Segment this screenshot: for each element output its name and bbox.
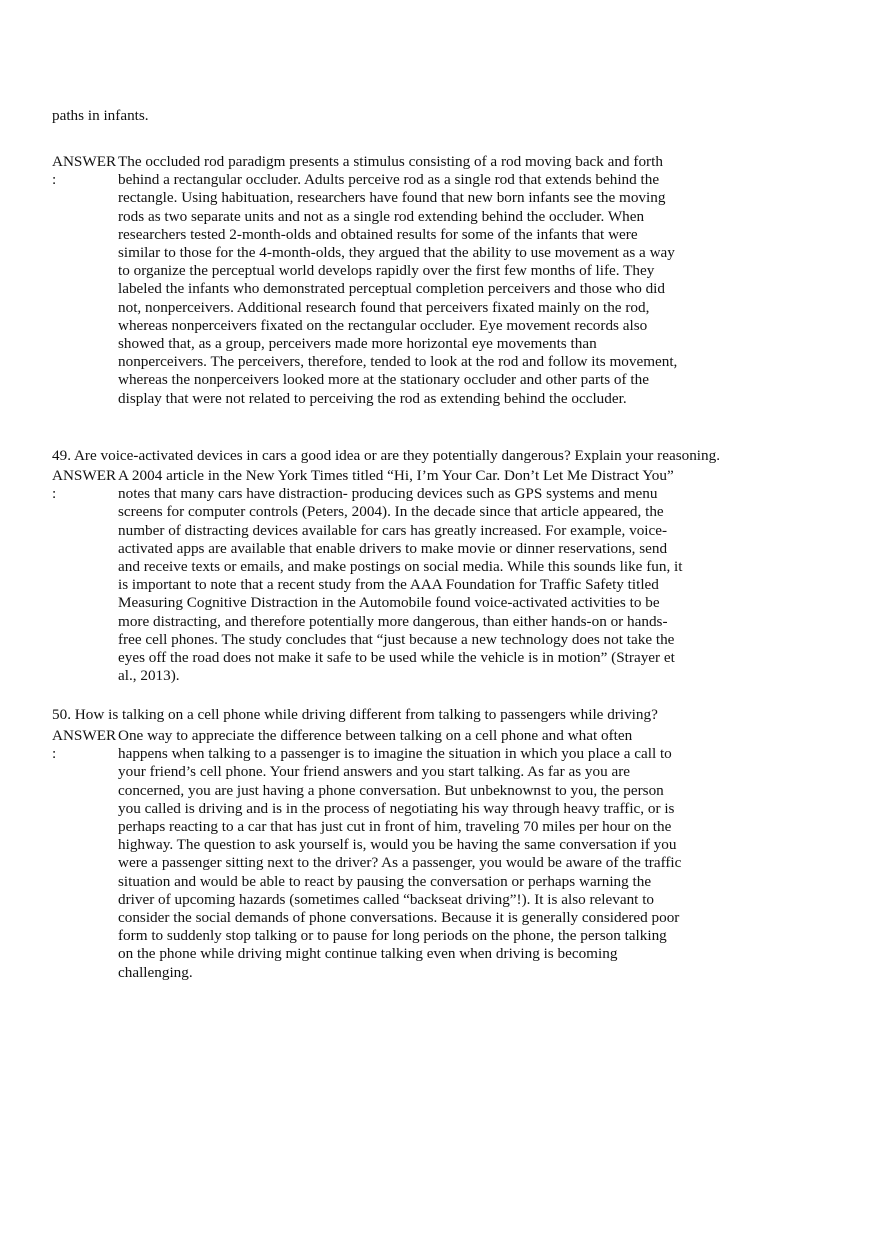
previous-question-tail: paths in infants. bbox=[52, 107, 149, 124]
answer-label: ANSWER : bbox=[52, 153, 117, 189]
answer-49 bbox=[52, 467, 692, 692]
answer-50 bbox=[52, 727, 692, 992]
answer-text: A 2004 article in the New York Times titled “Hi, I’m Your Car. Don’t Let Me Distract You” notes that many cars have distraction- producing devices such as GPS systems and menu screens for computer controls (Peters, 2004). In the decade since that article appeared, the number of distracting devices available for cars has greatly increased. For example, voice-activated apps are available that enable drivers to make movie or dinner reservations, send and receive texts or emails, and make postings on social media. While this sounds like fun, it is important to note that a recent study from the AAA Foundation for Traffic Safety titled Measuring Cognitive Distraction in the Automobile found voice-activated activities to be more distracting, and therefore potentially more dangerous, than either hands-on or hands-free cell phones. The study concludes that “just because a new technology does not take the eyes off the road does not make it safe to be used while the vehicle is in motion” (Strayer et al., 2013). bbox=[118, 467, 683, 685]
answer-48 bbox=[52, 153, 692, 433]
answer-label: ANSWER : bbox=[52, 467, 117, 503]
answer-text: The occluded rod paradigm presents a stimulus consisting of a rod moving back and forth behind a rectangular occluder. Adults perceive rod as a single rod that extends behind the rectangle. Using habituation, researchers have found that new born infants see the moving rods as two separate units and not as a single rod extending behind the occluder. When researchers tested 2-month-olds and obtained results for some of the infants that were similar to those for the 4-month-olds, they argued that the ability to use movement as a way to organize the perceptual world develops rapidly over the first few months of life. They labeled the infants who demonstrated perceptual completion perceivers and those who did not, nonperceivers. Additional research found that perceivers fixated mainly on the rod, whereas nonperceivers fixated on the rectangular occluder. Eye movement records also showed that, as a group, perceivers made more horizontal eye movements than nonperceivers. The perceivers, therefore, tended to look at the rod and follow its movement, whereas the nonperceivers looked more at the stationary occluder and other parts of the display that were not related to perceiving the rod as extending behind the occluder. bbox=[118, 153, 678, 407]
question-50: 50. How is talking on a cell phone while driving different from talking to passengers while driving? bbox=[52, 706, 658, 723]
answer-text: One way to appreciate the difference between talking on a cell phone and what often happens when talking to a passenger is to imagine the situation in which you place a call to your friend’s cell phone. Your friend answers and you start talking. As far as you are concerned, you are just having a phone conversation. But unbeknownst to you, the person you called is driving and is in the process of negotiating his way through heavy traffic, or is perhaps reacting to a car that has just cut in front of him, traveling 70 miles per hour on the highway. The question to ask yourself is, would you be having the same conversation if you were a passenger sitting next to the driver? As a passenger, you would be aware of the traffic situation and would be able to react by pausing the conversation or perhaps warning the driver of upcoming hazards (sometimes called “backseat driving”!). It is also relevant to consider the social demands of phone conversations. Because it is generally considered poor form to suddenly stop talking or to pause for long periods on the phone, the person talking on the phone while driving might continue talking even when driving is becoming challenging. bbox=[118, 727, 682, 981]
answer-label: ANSWER : bbox=[52, 727, 117, 763]
question-49: 49. Are voice-activated devices in cars a good idea or are they potentially dangerous? Explain your reasoning. bbox=[52, 447, 721, 464]
